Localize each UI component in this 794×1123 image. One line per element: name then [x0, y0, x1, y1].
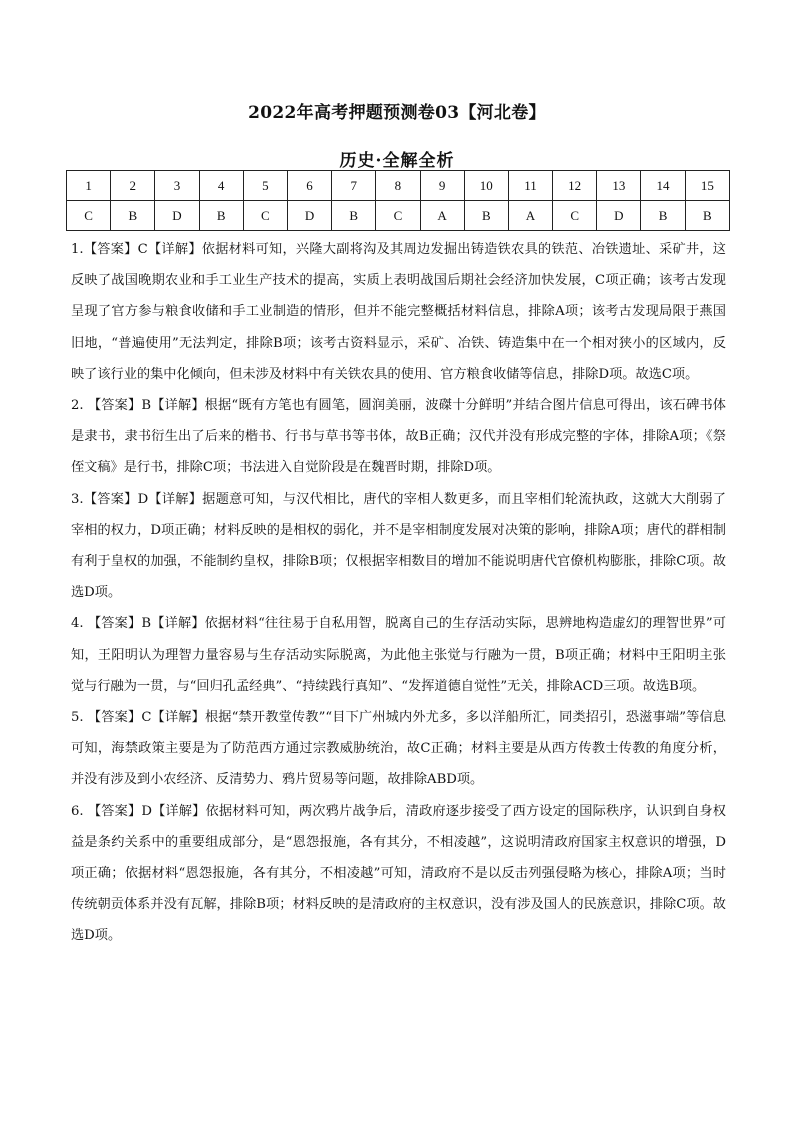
- question-number-cell: 12: [553, 171, 597, 201]
- question-number-cell: 6: [287, 171, 331, 201]
- answer-cell: B: [111, 201, 155, 231]
- answer-cell: C: [376, 201, 420, 231]
- explanation-paragraph-5: 5. 【答案】C【详解】根据“禁开教堂传教”“目下广州城内外尤多，多以洋船所汇，同类招引，恐滋事端”等信息可知，海禁政策主要是为了防范西方通过宗教威胁统治，故C正确；材料主要是从西方传教士传教的角度分析，并没有涉及到小农经济、反清势力、鸦片贸易等问题，故排除ABD项。: [71, 710, 726, 788]
- answer-cell: B: [332, 201, 376, 231]
- question-number-cell: 9: [420, 171, 464, 201]
- answer-cell: A: [420, 201, 464, 231]
- explanation-paragraph-2: 2. 【答案】B【详解】根据“既有方笔也有圆笔，圆润美丽，波磔十分鲜明”并结合图片信息可得出，该石碑书体是隶书，隶书衍生出了后来的楷书、行书与草书等书体，故B正确；汉代并没有形成完整的字体，排除A项；《祭侄文稿》是行书，排除C项；书法进入自觉阶段是在魏晋时期，排除D项。: [71, 398, 726, 476]
- answer-cell: B: [199, 201, 243, 231]
- question-number-cell: 5: [243, 171, 287, 201]
- answer-cell: C: [553, 201, 597, 231]
- answer-row: [67, 201, 730, 231]
- explanation-body: [71, 234, 726, 952]
- answer-cell: D: [287, 201, 331, 231]
- answer-cell: D: [597, 201, 641, 231]
- explanation-paragraph-1: 1.【答案】C【详解】依据材料可知，兴隆大副将沟及其周边发掘出铸造铁农具的铁范、冶铁遗址、采矿井，这反映了战国晚期农业和手工业生产技术的提高，实质上表明战国后期社会经济加快发展，C项正确；该考古发现呈现了官方参与粮食收储和手工业制造的情形，但并不能完整概括材料信息，排除A项；该考古发现局限于燕国旧地，“普遍使用”无法判定，排除B项；该考古资料显示，采矿、冶铁、铸造集中在一个相对狭小的区域内，反映了该行业的集中化倾向，但未涉及材料中有关铁农具的使用、官方粮食收储等信息，排除D项。故选C项。: [71, 242, 726, 382]
- page-subtitle: 历史·全解全析: [339, 151, 455, 171]
- question-number-cell: 13: [597, 171, 641, 201]
- page-title: 2022年高考押题预测卷03【河北卷】: [248, 103, 546, 123]
- question-number-cell: 14: [641, 171, 685, 201]
- question-number-cell: 1: [67, 171, 111, 201]
- question-number-cell: 7: [332, 171, 376, 201]
- answer-cell: D: [155, 201, 199, 231]
- answer-cell: B: [641, 201, 685, 231]
- question-number-cell: 10: [464, 171, 508, 201]
- explanation-paragraph-6: 6. 【答案】D【详解】依据材料可知，两次鸦片战争后，清政府逐步接受了西方设定的国际秩序，认识到自身权益是条约关系中的重要组成部分，是“恩怨报施，各有其分，不相凌越”，这说明清政府国家主权意识的增强，D项正确；依据材料“恩怨报施，各有其分，不相凌越”可知，清政府不是以反击列强侵略为核心，排除A项；当时传统朝贡体系并没有瓦解，排除B项；材料反映的是清政府的主权意识，没有涉及国人的民族意识，排除C项。故选D项。: [71, 803, 726, 944]
- explanation-paragraph-4: 4. 【答案】B【详解】依据材料“往往易于自私用智，脱离自己的生存活动实际，思辨地构造虚幻的理智世界”可知，王阳明认为理智力量容易与生存活动实际脱离，为此他主张觉与行融为一贯，B项正确；材料中王阳明主张觉与行融为一贯，与“回归孔孟经典”、“持续践行真知”、“发挥道德自觉性”无关，排除ACD三项。故选B项。: [71, 616, 726, 694]
- question-number-row: [67, 171, 730, 201]
- answer-table: [66, 170, 730, 231]
- answer-cell: C: [67, 201, 111, 231]
- answer-cell: C: [243, 201, 287, 231]
- question-number-cell: 3: [155, 171, 199, 201]
- answer-cell: B: [685, 201, 729, 231]
- explanation-paragraph-3: 3.【答案】D【详解】据题意可知，与汉代相比，唐代的宰相人数更多，而且宰相们轮流执政，这就大大削弱了宰相的权力，D项正确；材料反映的是相权的弱化，并不是宰相制度发展对决策的影响，排除A项；唐代的群相制有利于皇权的加强，不能制约皇权，排除B项；仅根据宰相数目的增加不能说明唐代官僚机构膨胀，排除C项。故选D项。: [71, 491, 726, 601]
- question-number-cell: 8: [376, 171, 420, 201]
- question-number-cell: 15: [685, 171, 729, 201]
- question-number-cell: 2: [111, 171, 155, 201]
- question-number-cell: 4: [199, 171, 243, 201]
- answer-cell: A: [508, 201, 552, 231]
- question-number-cell: 11: [508, 171, 552, 201]
- answer-cell: B: [464, 201, 508, 231]
